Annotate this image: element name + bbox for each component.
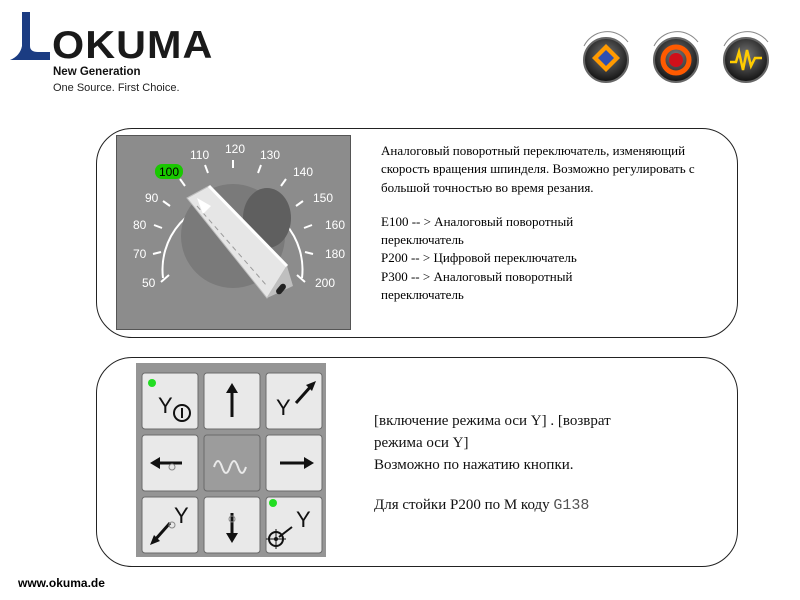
- svg-text:Y: Y: [296, 507, 311, 532]
- y-axis-line-2: режима оси Y]: [374, 435, 469, 451]
- e100-line-1: E100 -- > Аналоговый поворотный: [381, 213, 574, 229]
- svg-text:Y: Y: [158, 393, 173, 418]
- dial-label-140: 140: [293, 165, 314, 179]
- dial-label-160: 160: [325, 218, 346, 232]
- dial-description: [381, 142, 721, 304]
- dial-label-110: 110: [190, 148, 210, 162]
- jog-keypad-graphic: [136, 363, 326, 557]
- y-axis-line-3: Возможно по нажатию кнопки.: [374, 457, 574, 473]
- collision-avoidance-icon: [570, 20, 640, 86]
- m-code-value: G138: [553, 497, 590, 514]
- dial-label-70: 70: [133, 247, 147, 261]
- y-axis-description: [374, 410, 694, 517]
- tagline-primary: New Generation: [53, 66, 141, 78]
- spindle-override-dial[interactable]: [116, 135, 351, 330]
- thermo-friendly-icon: [640, 20, 710, 86]
- p300-line-1: P300 -- > Аналоговый поворотный: [381, 268, 573, 284]
- dial-paragraph: Аналоговый поворотный переключатель, изменяющий скорость вращения шпинделя. Возможно регулировать с большой точностью во время резания.: [381, 143, 695, 195]
- dial-label-80: 80: [133, 218, 147, 232]
- led-y-origin: [148, 379, 156, 387]
- tagline-secondary: One Source. First Choice.: [53, 82, 180, 94]
- dial-label-150: 150: [313, 191, 334, 205]
- dial-label-130: 130: [260, 148, 281, 162]
- led-y-target: [269, 499, 277, 507]
- footer-url[interactable]: www.okuma.de: [18, 576, 105, 590]
- dial-label-180: 180: [325, 247, 346, 261]
- dial-label-50: 50: [142, 276, 156, 290]
- e100-line-2: переключатель: [381, 232, 464, 248]
- okuma-mark-icon: [8, 12, 52, 60]
- p300-line-2: переключатель: [381, 287, 464, 303]
- okuma-logo: [8, 12, 223, 67]
- dial-label-200: 200: [315, 276, 336, 290]
- svg-text:Y: Y: [276, 395, 291, 420]
- badge-collision-avoidance: [570, 20, 640, 86]
- machining-navi-icon: [710, 20, 780, 86]
- svg-text:Y: Y: [174, 503, 189, 528]
- dial-label-120: 120: [225, 142, 246, 156]
- key-up-right-y[interactable]: [266, 373, 322, 429]
- dial-label-100: 100: [158, 165, 180, 179]
- dial-label-90: 90: [145, 191, 159, 205]
- p200-line: P200 -- > Цифровой переключатель: [381, 250, 577, 266]
- m-code-prefix: Для стойки P200 по M коду: [374, 497, 554, 513]
- y-axis-line-4: [374, 494, 694, 517]
- rotary-dial-graphic: [117, 136, 350, 329]
- badge-machining-navi: [710, 20, 780, 86]
- brand-name: OKUMA: [52, 24, 214, 67]
- badge-thermo-friendly: [640, 20, 710, 86]
- y-axis-line-1: [включение режима оси Y] . [возврат: [374, 413, 611, 429]
- jog-keypad: [136, 363, 326, 557]
